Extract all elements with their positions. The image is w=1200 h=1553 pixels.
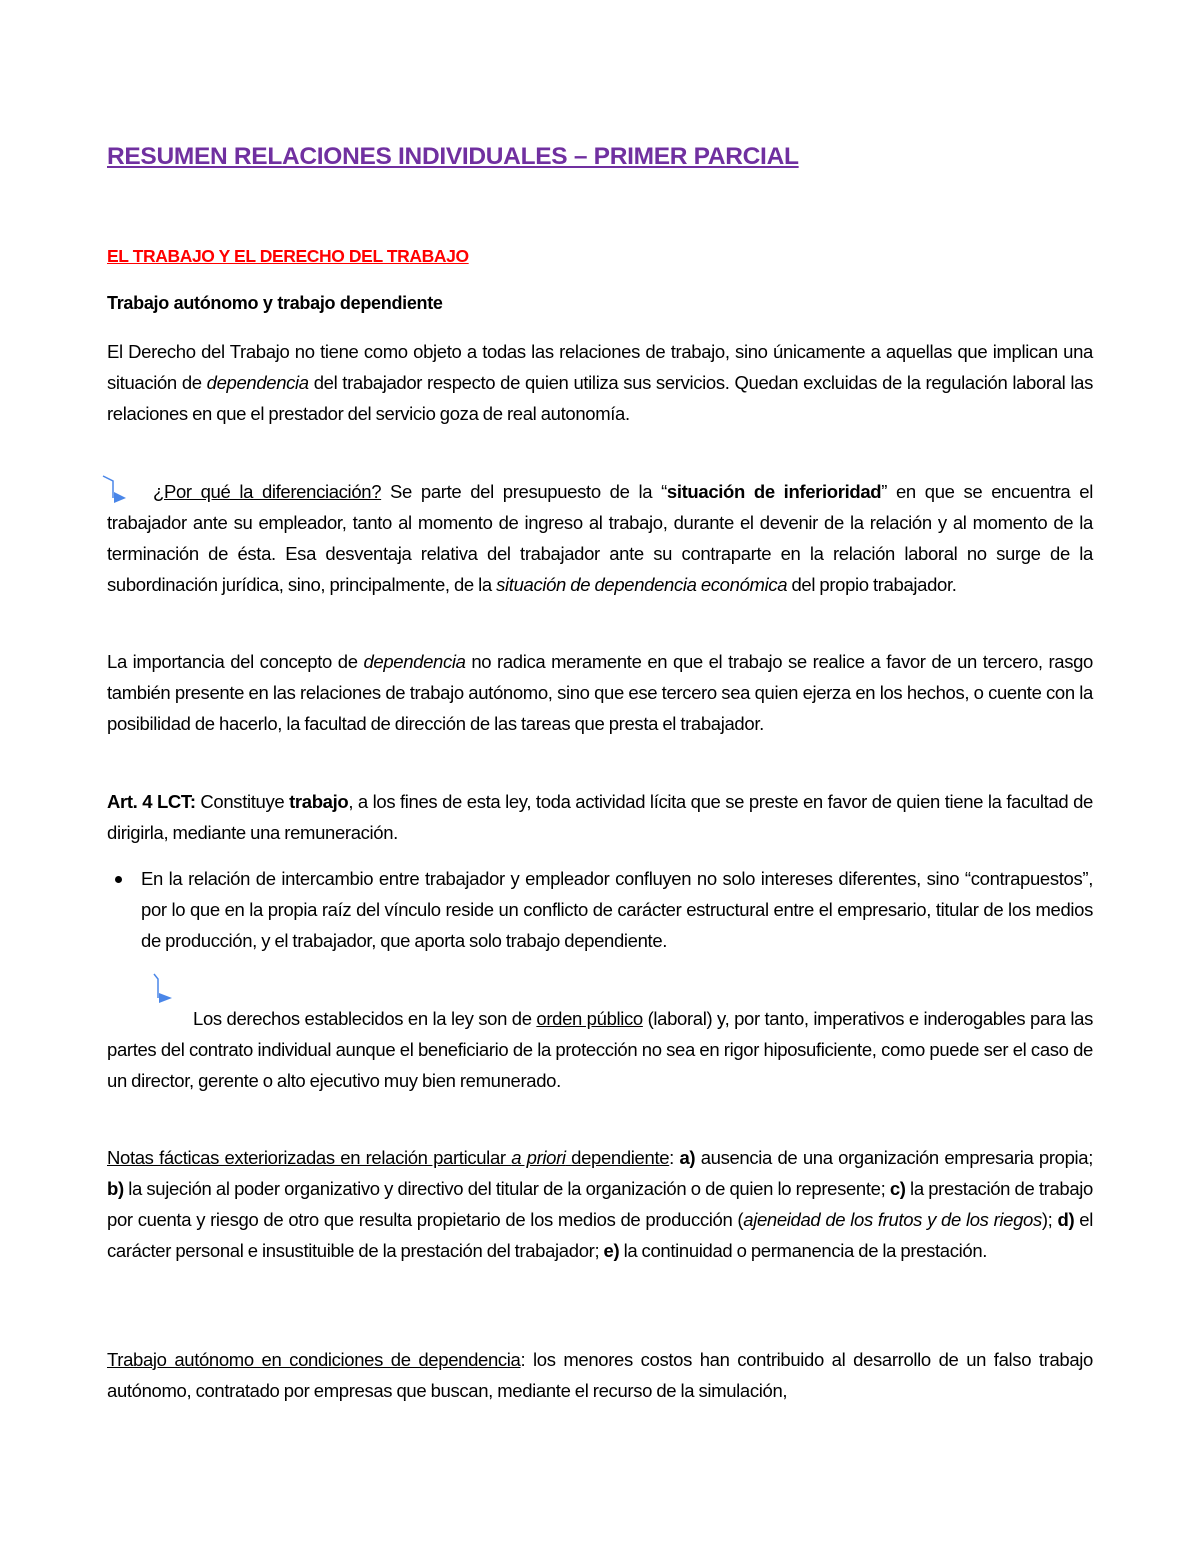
text-run: ” en que se encuentra el trabajador ante su empleador, tanto al momento de ingreso al trabajo, durante el devenir de la relación y al momento de la terminación de ésta. Esa desventaja relativa del trabajador ante su contraparte en la relación laboral no surge de la subordinación jurídica, sino, principalmente, de la bbox=[107, 481, 1093, 595]
text-run: el carácter personal e insustituible de la prestación del trabajador; bbox=[107, 1209, 1093, 1261]
text-run: Notas fácticas exteriorizadas en relación particular bbox=[107, 1147, 512, 1168]
underlined-term: orden público bbox=[536, 1008, 643, 1029]
text-run: Se parte del presupuesto de la “ bbox=[381, 481, 667, 502]
text-run: la continuidad o permanencia de la prestación. bbox=[619, 1240, 988, 1261]
text-run: La importancia del concepto de bbox=[107, 651, 364, 672]
text-run: del trabajador respecto de quien utiliza sus servicios. Quedan excluidas de la regulación laboral las relaciones en que el prestador del servicio goza de real autonomía. bbox=[107, 372, 1093, 424]
text-run: : bbox=[669, 1147, 680, 1168]
underlined-heading bbox=[107, 1147, 669, 1168]
paragraph-art4-lct bbox=[107, 786, 1093, 848]
italic-term: dependencia bbox=[363, 651, 466, 672]
text-run: El Derecho del Trabajo no tiene como objeto a todas las relaciones de trabajo, sino únicamente a aquellas que implican una situación de bbox=[107, 341, 1093, 393]
bullet-item: En la relación de intercambio entre trabajador y empleador confluyen no solo intereses diferentes, sino “contrapuestos”, por lo que en la propia raíz del vínculo reside un conflicto de carácter estructural entre el empresario, titular de los medios de producción, y el trabajador, que aporta solo trabajo dependiente. bbox=[141, 868, 1093, 951]
paragraph-diferenciacion bbox=[107, 476, 1093, 600]
italic-term: dependencia bbox=[206, 372, 309, 393]
bullet-icon bbox=[115, 876, 122, 883]
text-run: Los derechos establecidos en la ley son de bbox=[193, 1008, 537, 1029]
italic-term: a priori bbox=[511, 1147, 566, 1168]
text-run: : los menores costos han contribuido al desarrollo de un falso trabajo autónomo, contratado por empresas que buscan, mediante el recurso de la simulación, bbox=[107, 1349, 1093, 1401]
text-run: la sujeción al poder organizativo y directivo del titular de la organización o de quien lo represente; bbox=[123, 1178, 890, 1199]
paragraph-orden-publico bbox=[107, 1003, 1093, 1096]
item-label: a) bbox=[679, 1147, 696, 1168]
paragraph-trabajo-autonomo bbox=[107, 1344, 1093, 1406]
bold-term: trabajo bbox=[289, 791, 349, 812]
item-label: e) bbox=[603, 1240, 620, 1261]
bold-term: situación de inferioridad bbox=[666, 481, 882, 502]
underlined-heading: Trabajo autónomo en condiciones de dependencia bbox=[107, 1349, 521, 1370]
article-label: Art. 4 LCT: bbox=[107, 791, 196, 812]
question-underlined: ¿Por qué la diferenciación? bbox=[153, 481, 382, 502]
item-label: c) bbox=[889, 1178, 906, 1199]
item-label: b) bbox=[107, 1178, 124, 1199]
text-run: dependiente bbox=[565, 1147, 670, 1168]
arrow-marker-icon bbox=[100, 474, 136, 504]
text-run: no radica meramente en que el trabajo se realice a favor de un tercero, rasgo también presente en las relaciones de trabajo autónomo, sino que ese tercero sea quien ejerza en los hechos, o cuente con la posibilidad de hacerlo, la facultad de dirección de las tareas que presta el trabajador. bbox=[107, 651, 1093, 734]
italic-term: ajeneidad de los frutos y de los riegos bbox=[743, 1209, 1042, 1230]
arrow-marker-icon bbox=[150, 973, 180, 1007]
text-run: ausencia de una organización empresaria propia; bbox=[695, 1147, 1094, 1168]
item-label: d) bbox=[1057, 1209, 1075, 1230]
italic-term: situación de dependencia económica bbox=[496, 574, 788, 595]
paragraph-dependencia bbox=[107, 336, 1093, 429]
text-run: ); bbox=[1041, 1209, 1058, 1230]
text-run: la prestación de trabajo por cuenta y riesgo de otro que resulta propietario de los medios de producción ( bbox=[107, 1178, 1093, 1230]
subheading: Trabajo autónomo y trabajo dependiente bbox=[107, 293, 443, 313]
paragraph-notas-facticas bbox=[107, 1142, 1093, 1266]
paragraph-importancia bbox=[107, 646, 1093, 739]
text-run: , a los fines de esta ley, toda actividad lícita que se preste en favor de quien tiene la facultad de dirigirla, mediante una remuneración. bbox=[107, 791, 1093, 843]
text-run: (laboral) y, por tanto, imperativos e inderogables para las partes del contrato individual aunque el beneficiario de la protección no sea en rigor hiposuficiente, como puede ser el caso de un director, gerente o alto ejecutivo muy bien remunerado. bbox=[107, 1008, 1093, 1091]
section-title: EL TRABAJO Y EL DERECHO DEL TRABAJO bbox=[107, 246, 469, 266]
text-run: del propio trabajador. bbox=[787, 574, 957, 595]
document-title: RESUMEN RELACIONES INDIVIDUALES – PRIMER PARCIAL bbox=[107, 143, 799, 170]
text-run: Constituye bbox=[195, 791, 290, 812]
